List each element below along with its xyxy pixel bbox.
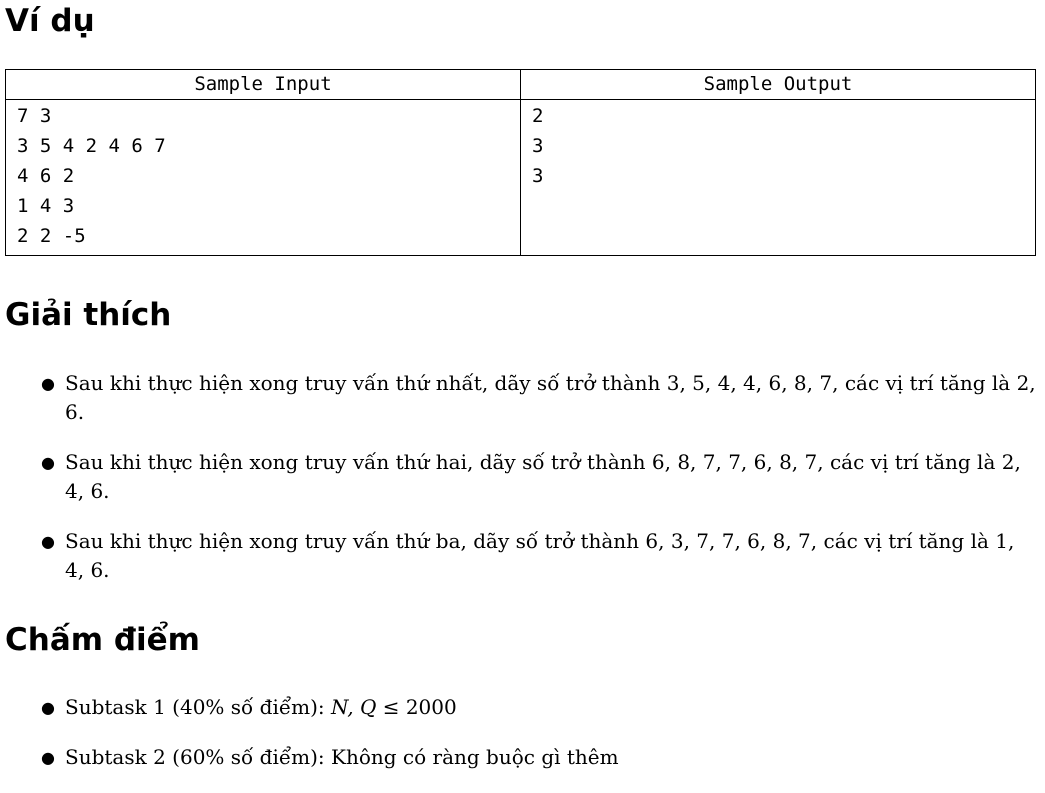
list-item xyxy=(5,743,1037,772)
sample-output-line: 2 xyxy=(532,105,544,127)
bullet-icon: ● xyxy=(41,453,55,472)
explanation-text: Sau khi thực hiện xong truy vấn thứ nhất, dãy số trở thành 3, 5, 4, 4, 6, 8, 7, các vị trí tăng là 2, 6. xyxy=(65,371,1036,424)
scoring-list xyxy=(5,693,1037,793)
subtask-1-variables: N, Q xyxy=(331,695,377,719)
sample-input-line: 1 4 3 xyxy=(17,195,75,217)
explanation-list xyxy=(5,369,1037,606)
explanation-text: Sau khi thực hiện xong truy vấn thứ ba, dãy số trở thành 6, 3, 7, 7, 6, 8, 7, các vị trí tăng là 1, 4, 6. xyxy=(65,529,1015,582)
sample-input-cell xyxy=(6,100,521,256)
scoring-heading: Chấm điểm xyxy=(5,622,200,658)
sample-input-line: 7 3 xyxy=(17,105,52,127)
bullet-icon: ● xyxy=(41,374,55,393)
bullet-icon: ● xyxy=(41,532,55,551)
list-item xyxy=(5,369,1037,427)
subtask-2-text: Subtask 2 (60% số điểm): Không có ràng buộc gì thêm xyxy=(65,745,619,769)
bullet-icon: ● xyxy=(41,698,55,717)
subtask-1-bound: ≤ 2000 xyxy=(376,695,457,719)
explanation-text: Sau khi thực hiện xong truy vấn thứ hai, dãy số trở thành 6, 8, 7, 7, 6, 8, 7, các vị trí tăng là 2, 4, 6. xyxy=(65,450,1021,503)
list-item xyxy=(5,448,1037,506)
sample-table xyxy=(5,69,1036,256)
sample-output-header: Sample Output xyxy=(521,70,1036,100)
subtask-1-prefix: Subtask 1 (40% số điểm): xyxy=(65,695,332,719)
list-item xyxy=(5,527,1037,585)
explanation-heading: Giải thích xyxy=(5,297,172,333)
sample-input-line: 4 6 2 xyxy=(17,165,75,187)
sample-input-line: 3 5 4 2 4 6 7 xyxy=(17,135,166,157)
sample-output-cell xyxy=(521,100,1036,256)
sample-input-line: 2 2 -5 xyxy=(17,225,86,247)
example-heading: Ví dụ xyxy=(5,3,95,39)
bullet-icon: ● xyxy=(41,748,55,767)
list-item xyxy=(5,693,1037,722)
sample-output-line: 3 xyxy=(532,135,544,157)
sample-input-header: Sample Input xyxy=(6,70,521,100)
sample-output-line: 3 xyxy=(532,165,544,187)
